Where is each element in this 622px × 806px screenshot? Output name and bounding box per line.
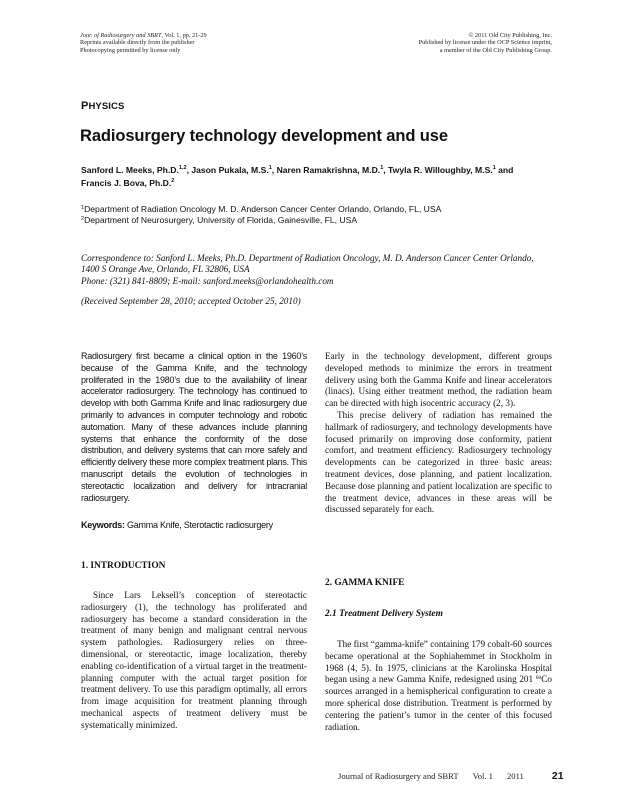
author	[388, 165, 513, 175]
license-line: Published by license under the OCP Science imprint,	[418, 39, 552, 47]
header-left	[80, 32, 207, 54]
correspondence-contact: Phone: (321) 841-8809; E-mail: sanford.meeks@orlandohealth.com	[81, 275, 334, 286]
affiliation	[81, 204, 441, 215]
author-affil-sup: 1	[492, 165, 496, 171]
photocopy-note: Photocopying permitted by license only	[80, 46, 181, 54]
section-label	[81, 100, 124, 112]
author-affil-sup: 1,2	[178, 165, 187, 171]
correspondence-address: 1400 S Orange Ave, Orlando, FL 32806, USA	[81, 264, 250, 275]
author-separator: ,	[383, 165, 389, 175]
affiliation-text: Department of Neurosurgery, University of Florida, Gainesville, FL, USA	[84, 215, 358, 226]
keywords	[81, 520, 273, 530]
author-affil-sup: 1	[380, 165, 384, 171]
page-number: 21	[551, 770, 564, 782]
correspondence-line: Correspondence to: Sanford L. Meeks, Ph.D. Department of Radiation Oncology, M. D. Anderson Cancer Center Orlando,	[81, 253, 534, 263]
author-name: Sanford L. Meeks, Ph.D.	[81, 165, 179, 175]
header-right	[419, 32, 552, 54]
footer-volume: Vol. 1	[472, 771, 493, 781]
author-separator: ,	[186, 165, 192, 175]
journal-volume-pages: , Vol. 1, pp. 21-29	[161, 32, 207, 39]
intro-continued	[325, 351, 552, 516]
affiliation-sup: 2	[81, 216, 85, 223]
author-name: Twyla R. Willoughby, M.S.	[388, 165, 493, 175]
author-affil-sup: 1	[268, 165, 272, 171]
abstract: Radiosurgery first became a clinical option in the 1960’s because of the Gamma Knife, and the technology proliferated in the 1980’s due to the availability of linear accelerator radiosurgery. The technology has continued to develop with both Gamma Knife and linac radiosurgery due primarily to advances in computer technology and robotic automation. Many of these advances include planning systems that enhance the conformity of the dose distribution, and delivery systems that can more safely and efficiently delivery these more complex treatment plans. This manuscript details the evolution of technologies in stereotactic localization and delivery for intracranial radiosurgery.	[81, 351, 307, 503]
publisher-group-line: a member of the Old City Publishing Group.	[439, 46, 552, 54]
section-heading-gamma-knife: 2. GAMMA KNIFE	[325, 578, 405, 588]
affiliation	[81, 215, 441, 226]
author-affil-sup: 2	[171, 178, 175, 184]
author	[81, 165, 191, 175]
author-name: Naren Ramakrishna, M.D.	[276, 165, 381, 175]
affiliation-text: Department of Radiation Oncology M. D. Anderson Cancer Center Orlando, Orlando, FL, USA	[84, 204, 442, 214]
section-heading-introduction: 1. INTRODUCTION	[81, 561, 166, 571]
correspondence	[81, 253, 551, 287]
footer-journal: Journal of Radiosurgery and SBRT	[338, 771, 459, 781]
copyright-line: © 2011 Old City Publishing, Inc.	[468, 32, 552, 39]
section-label-rest: HYSICS	[88, 101, 125, 112]
paragraph	[325, 639, 552, 733]
article-title: Radiosurgery technology development and use	[80, 127, 448, 145]
gamma-knife-body	[325, 639, 552, 733]
affiliation-sup: 1	[81, 205, 85, 211]
page-footer	[338, 770, 564, 782]
paragraph: Early in the technology development, different groups developed methods to minimize the errors in treatment delivery using both the Gamma Knife and linear accelerators (linacs). Using either treatment method, the radiation beam can be directed with high isocentric accuracy (2, 3).	[325, 351, 552, 409]
journal-citation	[80, 32, 207, 39]
author-list	[81, 164, 551, 190]
paragraph: This precise delivery of radiation has remained the hallmark of radiosurgery, and technology developments have focused primarily on improving dose conformity, patient comfort, and treatment efficiency. Radiosurgery technology developments can be categorized in three basic areas: treatment devices, dose planning, and patient localization. Because dose planning and patient localization are specific to the treatment device, advances in these areas will be discussed separately for each.	[325, 409, 552, 515]
paragraph-text: The first “gamma-knife” containing 179 cobalt-60 sources became operational at the Sophiahemmet in Stockholm in 1968 (4, 5). In 1975, clinicians at the Karolinska Hospital began using a new Gamma Knife, redesigned using 201	[325, 639, 552, 685]
isotope-superscript: 60	[535, 675, 542, 682]
journal-name: Jour. of Radiosurgery and SBRT	[80, 32, 162, 39]
section-label-initial: P	[81, 100, 89, 112]
author-name: Francis J. Bova, Ph.D.	[81, 178, 172, 188]
keywords-value: Gamma Knife, Sterotactic radiosurgery	[124, 520, 273, 530]
paragraph: Since Lars Leksell’s conception of stereotactic radiosurgery (1), the technology has proliferated and radiosurgery has become a standard consideration in the treatment of many benign and malignant central nervous system pathologies. Radiosurgery relies on three-dimensional, or stereotactic, image localization, thereby enabling co-identification of a virtual target in the treatment-planning computer with the actual target position for treatment delivery. To use this paradigm optimally, all errors from image acquisition for treatment planning through mechanical aspects of treatment delivery must be systematically minimized.	[81, 590, 307, 730]
footer-year: 2011	[506, 771, 524, 781]
author-separator: and	[495, 165, 514, 175]
author	[191, 165, 276, 175]
paragraph-text: Co sources arranged in a hemispherical configuration to create a more spherical dose distribution. Treatment is performed by centering the patient’s tumor in the center of this focused radiation.	[325, 674, 552, 732]
received-dates: (Received September 28, 2010; accepted October 25, 2010)	[81, 296, 301, 306]
author	[81, 178, 174, 188]
keywords-label: Keywords:	[81, 520, 125, 530]
affiliations	[81, 204, 441, 227]
author-separator: ,	[271, 165, 277, 175]
subsection-heading-delivery-system: 2.1 Treatment Delivery System	[325, 609, 443, 619]
reprints-note: Reprints available directly from the publisher	[80, 39, 195, 47]
introduction-body	[81, 590, 307, 732]
author-name: Jason Pukala, M.S.	[191, 165, 269, 175]
author	[277, 165, 388, 175]
